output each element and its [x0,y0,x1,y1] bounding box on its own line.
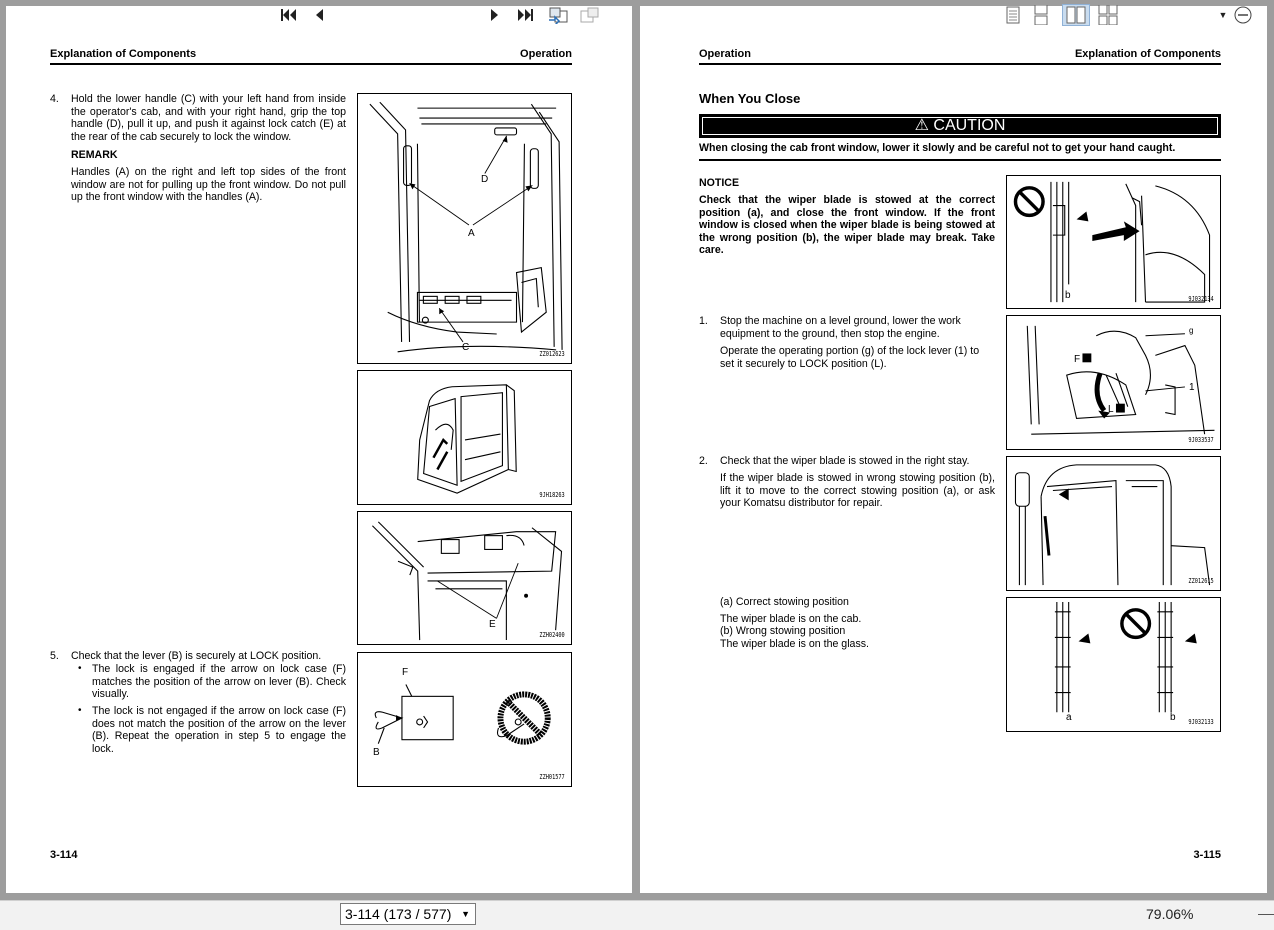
right-folio: 3-115 [1193,849,1221,861]
single-page-icon[interactable] [1003,4,1023,26]
figure-lock-lever [357,652,572,787]
wiper-stow-illustration [1007,176,1220,308]
step2-text: Check that the wiper blade is stowed in the right stay. [720,455,970,467]
label-a: a [1066,712,1072,723]
label-b: b [1170,712,1176,723]
label-e: E [489,619,496,630]
prev-view-icon[interactable] [546,4,570,26]
caution-bar [699,114,1221,138]
step1-text2: Operate the operating portion (g) of the lock lever (1) to set it securely to LOCK position (L). [720,345,980,370]
left-folio: 3-114 [50,849,78,861]
page-number-value: 3-114 (173 / 577) [345,906,452,922]
two-page-icon[interactable] [1062,4,1090,26]
notice-text: Check that the wiper blade is stowed at the correct position (a), and close the front window. If the front window is closed when the wiper blade is being stowed at the wrong position (b), the wiper blade may break. Take care. [699,194,995,257]
label-1: 1 [1189,382,1195,393]
label-b: B [373,747,380,758]
figure-code: 9J032134 [1188,295,1214,303]
left-header-right: Operation [520,48,572,60]
caution-label: CAUTION [933,117,1006,134]
wiper-stay-illustration [1007,457,1220,590]
next-view-icon[interactable] [578,4,602,26]
lock-catch-illustration [358,512,571,644]
last-page-icon[interactable] [514,4,536,26]
right-header-right: Explanation of Components [1074,48,1221,60]
figure-cab-handles [357,93,572,364]
legend-b-text: The wiper blade is on the glass. [720,638,869,650]
step5-bullet2: The lock is not engaged if the arrow on lock case (F) does not match the position of the arrow on the lever (B). Repeat the operation in step 5 to engage the lock. [92,705,346,755]
left-header-rule [50,63,572,65]
step5-text: Check that the lever (B) is securely at LOCK position. [71,650,322,662]
zoom-out-icon[interactable] [1232,4,1254,26]
label-b: b [1065,290,1071,301]
figure-code: 9J032133 [1188,718,1214,726]
right-page [640,6,1267,893]
first-page-icon[interactable] [278,4,300,26]
warning-triangle-icon: ⚠ [914,117,929,134]
wiper-positions-illustration [1007,598,1220,731]
caution-rule [699,159,1221,161]
step4-text: Hold the lower handle (C) with your left hand from inside the operator's cab, and with your right hand, grip the top handle (D), pull it up, and push it against lock catch (E) at the rear of the cab securely to lock the window. [71,93,346,143]
step2-text2: If the wiper blade is stowed in wrong stowing position (b), lift it to move to the correct stowing position (a), or ask your Komatsu distributor for repair. [720,472,995,510]
remark-text: Handles (A) on the right and left top sides of the front window are not for pulling up the front window. Do not pull up the front window with the handles (A). [71,166,346,204]
figure-lock-lever-operation [1006,315,1221,450]
zoom-level[interactable]: 79.06% [1146,906,1194,922]
step1-text: Stop the machine on a level ground, lower the work equipment to the ground, then stop the engine. [720,315,961,340]
prev-page-icon[interactable] [310,4,328,26]
figure-lock-catch [357,511,572,645]
figure-code: 9J033537 [1188,436,1214,444]
pdf-toolbar [0,900,1274,930]
figure-code: ZZ012623 [539,350,565,358]
step1-number: 1. [699,315,708,327]
next-page-icon[interactable] [486,4,504,26]
lock-lever-illustration [358,653,571,786]
legend-a-title: (a) Correct stowing position [720,596,849,608]
label-c: C [462,342,470,353]
left-page [6,6,632,893]
bullet-dot: • [78,663,82,674]
notice-title: NOTICE [699,177,740,189]
zoom-slider-track[interactable] [1258,914,1274,915]
figure-wiper-stow [1006,175,1221,309]
figure-wiper-stay [1006,456,1221,591]
step4-number: 4. [50,93,59,105]
label-f: F [402,667,409,678]
figure-code: 9JH18263 [539,491,565,499]
left-header-left: Explanation of Components [50,48,197,60]
continuous-icon[interactable] [1031,4,1051,26]
legend-a-text: The wiper blade is on the cab. [720,613,862,625]
right-header-left: Operation [699,48,751,60]
remark-title: REMARK [71,149,118,161]
cab-exterior-illustration [358,371,571,504]
figure-wiper-positions [1006,597,1221,732]
caution-text: When closing the cab front window, lower it slowly and be careful not to get your hand caught. [699,142,1176,154]
bullet-dot: • [78,705,82,716]
label-l: L [1108,404,1114,415]
page-number-field[interactable] [340,903,476,925]
label-g: g [1189,326,1194,335]
right-header-rule [699,63,1221,65]
section-title: When You Close [699,91,801,106]
step2-number: 2. [699,455,708,467]
step5-number: 5. [50,650,59,662]
label-d: D [481,174,489,185]
legend-b-title: (b) Wrong stowing position [720,625,846,637]
two-page-continuous-icon[interactable] [1097,4,1119,26]
figure-code: ZZH02400 [539,631,565,639]
step5-bullet1: The lock is engaged if the arrow on lock case (F) matches the position of the arrow on lever (B). Check visually. [92,663,346,701]
figure-cab-exterior [357,370,572,505]
figure-code: ZZH01577 [539,773,565,781]
cab-handles-illustration [358,94,571,363]
figure-code: ZZ012615 [1188,577,1214,585]
chevron-down-icon[interactable]: ▼ [461,909,470,919]
label-a: A [468,228,475,239]
zoom-dropdown-icon[interactable]: ▼ [1218,10,1228,20]
label-f: F [1074,354,1081,365]
